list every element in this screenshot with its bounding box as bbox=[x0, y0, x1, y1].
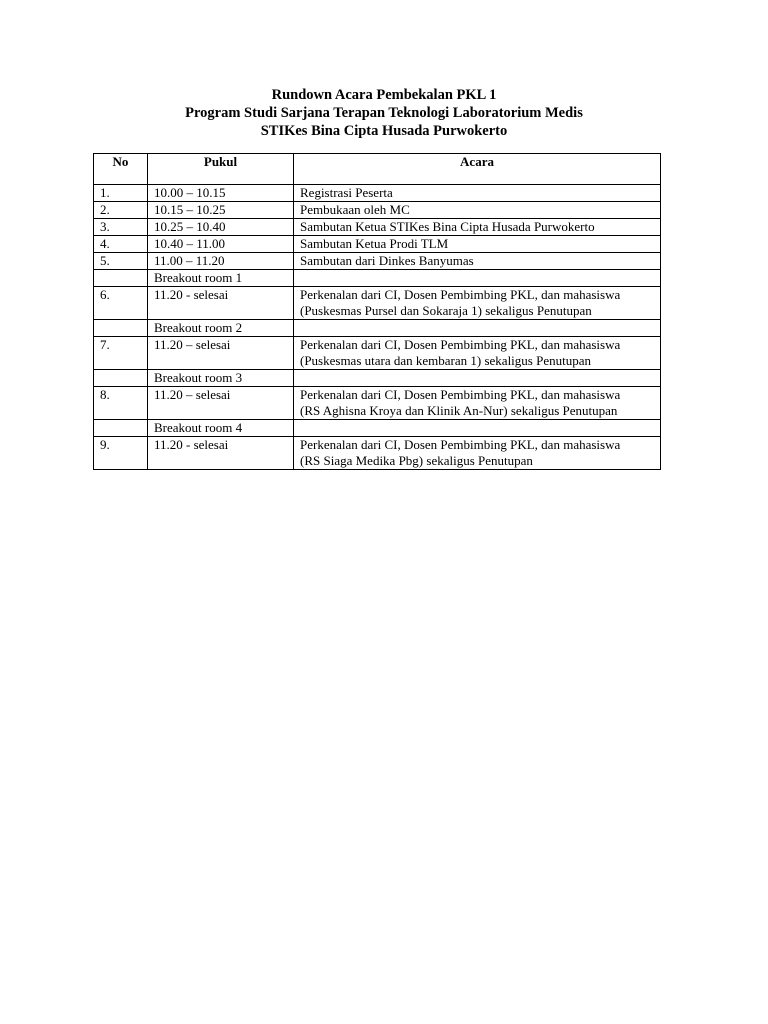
cell-acara-line: (RS Aghisna Kroya dan Klinik An-Nur) sekaligus Penutupan bbox=[300, 403, 618, 418]
header-pukul: Pukul bbox=[148, 154, 294, 185]
cell-acara-line: Perkenalan dari CI, Dosen Pembimbing PKL, dan mahasiswa bbox=[300, 337, 621, 352]
cell-no: 5. bbox=[94, 253, 148, 270]
cell-acara bbox=[294, 287, 661, 320]
cell-acara bbox=[294, 253, 661, 270]
cell-pukul: Breakout room 2 bbox=[148, 320, 294, 337]
cell-acara-line: Perkenalan dari CI, Dosen Pembimbing PKL, dan mahasiswa bbox=[300, 387, 621, 402]
cell-pukul: 10.25 – 10.40 bbox=[148, 219, 294, 236]
cell-no: 9. bbox=[94, 437, 148, 470]
cell-no: 8. bbox=[94, 387, 148, 420]
table-row bbox=[94, 370, 661, 387]
table-row bbox=[94, 437, 661, 470]
table-row bbox=[94, 202, 661, 219]
cell-pukul: 10.00 – 10.15 bbox=[148, 185, 294, 202]
cell-acara bbox=[294, 370, 661, 387]
table-row bbox=[94, 420, 661, 437]
cell-no: 2. bbox=[94, 202, 148, 219]
cell-no: 7. bbox=[94, 337, 148, 370]
header-acara: Acara bbox=[294, 154, 661, 185]
table-header-row bbox=[94, 154, 661, 185]
cell-acara bbox=[294, 387, 661, 420]
cell-acara bbox=[294, 437, 661, 470]
cell-pukul: 11.20 - selesai bbox=[148, 287, 294, 320]
cell-no bbox=[94, 270, 148, 287]
cell-acara bbox=[294, 219, 661, 236]
cell-acara-line: (RS Siaga Medika Pbg) sekaligus Penutupan bbox=[300, 453, 533, 468]
cell-pukul: 10.40 – 11.00 bbox=[148, 236, 294, 253]
cell-acara bbox=[294, 202, 661, 219]
cell-acara-line: (Puskesmas utara dan kembaran 1) sekaligus Penutupan bbox=[300, 353, 591, 368]
cell-acara-line: Sambutan Ketua STIKes Bina Cipta Husada Purwokerto bbox=[300, 219, 595, 234]
cell-acara-line: Pembukaan oleh MC bbox=[300, 202, 410, 217]
header-no: No bbox=[94, 154, 148, 185]
cell-acara bbox=[294, 270, 661, 287]
cell-acara-line: (Puskesmas Pursel dan Sokaraja 1) sekaligus Penutupan bbox=[300, 303, 592, 318]
cell-no bbox=[94, 370, 148, 387]
rundown-table bbox=[93, 153, 661, 470]
cell-pukul: 11.20 - selesai bbox=[148, 437, 294, 470]
cell-no: 3. bbox=[94, 219, 148, 236]
title-line-3: STIKes Bina Cipta Husada Purwokerto bbox=[260, 123, 508, 139]
title-line-1: Rundown Acara Pembekalan PKL 1 bbox=[271, 87, 497, 103]
document-title bbox=[0, 86, 768, 140]
cell-acara bbox=[294, 337, 661, 370]
cell-pukul: Breakout room 3 bbox=[148, 370, 294, 387]
table-row bbox=[94, 337, 661, 370]
table-body bbox=[94, 185, 661, 470]
cell-pukul: 11.20 – selesai bbox=[148, 387, 294, 420]
cell-acara bbox=[294, 236, 661, 253]
table-row bbox=[94, 219, 661, 236]
cell-acara-line: Perkenalan dari CI, Dosen Pembimbing PKL, dan mahasiswa bbox=[300, 287, 621, 302]
cell-acara-line: Sambutan Ketua Prodi TLM bbox=[300, 236, 449, 251]
cell-pukul: 10.15 – 10.25 bbox=[148, 202, 294, 219]
cell-pukul: Breakout room 1 bbox=[148, 270, 294, 287]
table-row bbox=[94, 253, 661, 270]
table-row bbox=[94, 236, 661, 253]
table-header bbox=[94, 154, 661, 185]
cell-acara-line: Registrasi Peserta bbox=[300, 185, 393, 200]
cell-pukul: 11.20 – selesai bbox=[148, 337, 294, 370]
cell-no: 6. bbox=[94, 287, 148, 320]
title-line-2: Program Studi Sarjana Terapan Teknologi Laboratorium Medis bbox=[185, 105, 583, 121]
cell-acara bbox=[294, 320, 661, 337]
table-row bbox=[94, 287, 661, 320]
cell-no: 4. bbox=[94, 236, 148, 253]
cell-no bbox=[94, 320, 148, 337]
cell-pukul: Breakout room 4 bbox=[148, 420, 294, 437]
cell-acara-line: Sambutan dari Dinkes Banyumas bbox=[300, 253, 474, 268]
table-row bbox=[94, 320, 661, 337]
cell-no: 1. bbox=[94, 185, 148, 202]
cell-acara-line: Perkenalan dari CI, Dosen Pembimbing PKL, dan mahasiswa bbox=[300, 437, 621, 452]
cell-no bbox=[94, 420, 148, 437]
table-row bbox=[94, 185, 661, 202]
cell-pukul: 11.00 – 11.20 bbox=[148, 253, 294, 270]
cell-acara bbox=[294, 420, 661, 437]
cell-acara bbox=[294, 185, 661, 202]
table-row bbox=[94, 270, 661, 287]
table-row bbox=[94, 387, 661, 420]
